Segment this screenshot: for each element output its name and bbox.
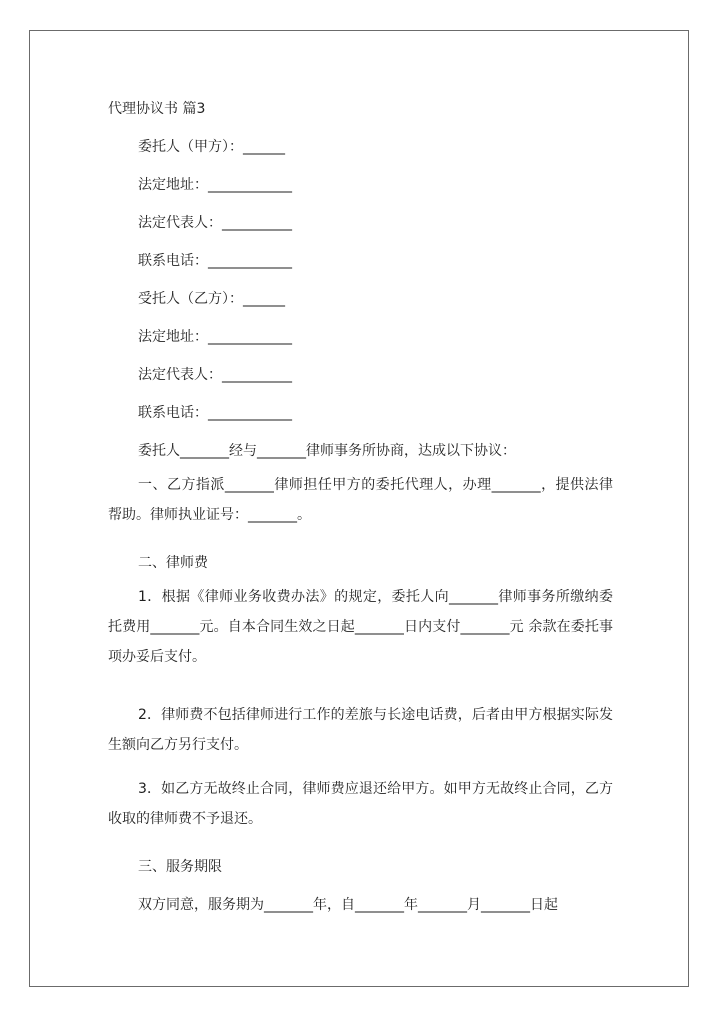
clause-one: 一、乙方指派_______律师担任甲方的委托代理人，办理_______，提供法律帮助。律师执业证号：_______。 [108, 477, 613, 523]
client-phone-line: 联系电话：____________ [138, 253, 292, 269]
agent-party-line: 受托人（乙方）：______ [138, 291, 285, 307]
clause-two-three: 3．如乙方无故终止合同，律师费应退还给甲方。如甲方无故终止合同，乙方收取的律师费不予退还。 [108, 781, 613, 827]
document-title: 代理协议书 篇3 [108, 101, 206, 117]
clause-two-one: 1．根据《律师业务收费办法》的规定，委托人向_______律师事务所缴纳委托费用_______元。自本合同生效之日起_______日内支付_______元 余款在委托事项办妥后支付。 [108, 589, 613, 665]
agreement-intro: 委托人_______经与_______律师事务所协商，达成以下协议： [138, 443, 516, 459]
agent-address-line: 法定地址：____________ [138, 329, 292, 345]
client-address-line: 法定地址：____________ [138, 177, 292, 193]
client-representative-line: 法定代表人：__________ [138, 215, 292, 231]
agent-phone-line: 联系电话：____________ [138, 405, 292, 421]
agent-representative-line: 法定代表人：__________ [138, 367, 292, 383]
clause-two-two: 2．律师费不包括律师进行工作的差旅与长途电话费，后者由甲方根据实际发生额向乙方另行支付。 [108, 707, 613, 753]
section-two-heading: 二、律师费 [138, 555, 208, 571]
section-three-heading: 三、服务期限 [138, 859, 222, 875]
service-period: 双方同意，服务期为_______年，自_______年_______月_______日起 [138, 897, 558, 913]
client-party-line: 委托人（甲方）：______ [138, 139, 285, 155]
